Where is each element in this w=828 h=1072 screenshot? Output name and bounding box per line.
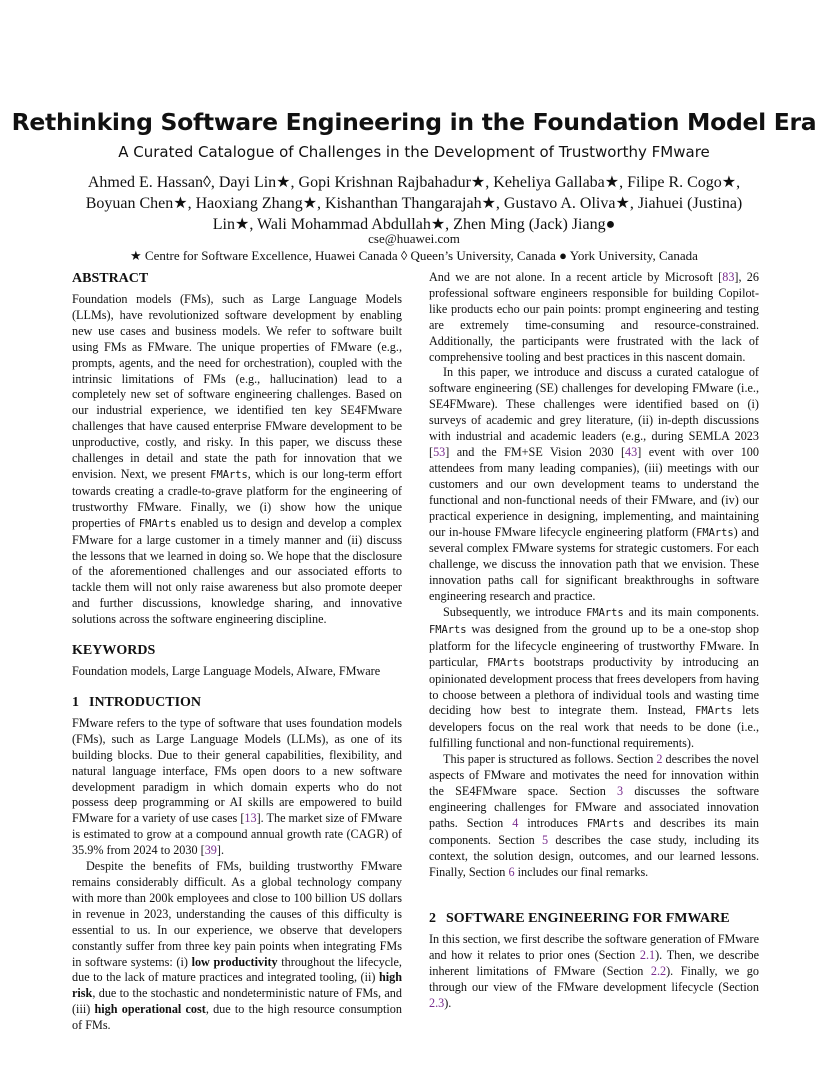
abstract-section <box>72 270 402 628</box>
right-column <box>429 270 759 1012</box>
code-term: FMArts <box>586 607 624 620</box>
paragraph: Subsequently, we introduce FMArts and its main components. FMArts was designed from the ground up to be a one-stop shop platform for the lifecycle engineering of trustworthy FMware. In particular, FMArts bootstraps productivity by introducing an opinionated development process that frees developers from having to choose between a plethora of individual tools and wasting time deciding how best to integrate them. Instead, FMArts lets developers focus on the real work that needs to be done (i.e., fulfilling functional and non-functional requirements). <box>429 605 760 751</box>
code-term: FMArts <box>695 705 733 718</box>
citation-link[interactable]: 13 <box>244 811 257 826</box>
paragraph: And we are not alone. In a recent article by Microsoft [83], 26 professional software engineers responsible for building Copilot-like products echo our pain points: prompt engineering and testing are extremely time-consuming and resource-constrained. Additionally, the participants were frustrated with the lack of comprehensive tooling and best practices in this nascent domain. <box>429 270 759 364</box>
code-term: FMArts <box>487 656 525 669</box>
abstract-heading: ABSTRACT <box>72 271 149 286</box>
section-link[interactable]: 2 <box>656 752 663 767</box>
keywords-section <box>72 642 402 680</box>
code-term: FMArts <box>210 468 248 481</box>
affiliations: ★ Centre for Software Excellence, Huawei Canada ◊ Queen’s University, Canada ● York University, Canada <box>130 248 698 263</box>
section-link[interactable]: 4 <box>512 815 519 830</box>
section-heading: 2 SOFTWARE ENGINEERING FOR FMWARE <box>429 911 730 927</box>
section-link[interactable]: 2.2 <box>650 964 667 979</box>
section-link[interactable]: 6 <box>508 864 515 879</box>
introduction-section <box>72 694 402 1034</box>
section-link[interactable]: 2.1 <box>639 948 656 963</box>
author-list <box>70 172 758 235</box>
section-link[interactable]: 2.3 <box>429 996 445 1011</box>
abstract-text: Foundation models (FMs), such as Large Language Models (LLMs), have revolutionized software development by enabling new use cases and business models. We refer to software built using FMs as FMware. The unique properties of FMware (e.g., prompts, agents, and the need for orchestration), coupled with the intrinsic limitations of FMs (e.g., hallucination) lead to a completely new set of software engineering challenges. Based on our industrial experience, we identified ten key SE4FMware challenges that have caused enterprise FMware development to be unproductive, costly, and risky. In this paper, we discuss these challenges in detail and state the path for innovation that we envision. Next, we present FMArts, which is our long-term effort towards creating a cradle-to-grave platform for the engineering of trustworthy FMware. Finally, we (i) show how the unique properties of FMArts enabled us to design and develop a complex FMware for a large customer in a timely manner and (ii) discuss the lessons that we learned in doing so. We hope that the disclosure of the aforementioned challenges and our associated efforts to tackle them will not only raise awareness but also promote deeper and further discussions, knowledge sharing, and innovative solutions across the software engineering discipline. <box>72 292 402 627</box>
code-term: FMArts <box>586 817 625 830</box>
citation-link[interactable]: 43 <box>625 444 638 459</box>
contact-email: cse@huawei.com <box>368 231 460 246</box>
paper-subtitle: A Curated Catalogue of Challenges in the Development of Trustworthy FMware <box>118 143 710 161</box>
paragraph: In this section, we first describe the software generation of FMware and how it relates to prior ones (Section 2.1). Then, we describe inherent limitations of FMware (Section 2.2). Finally, we go through our view of the FMware development lifecycle (Section 2.3). <box>429 932 759 1011</box>
author-line: Lin★, Wali Mohammad Abdullah★, Zhen Ming (Jack) Jiang● <box>212 216 616 233</box>
code-term: FMArts <box>138 517 177 530</box>
paragraph: FMware refers to the type of software that uses foundation models (FMs), such as Large Language Models (LLMs), as one of its building blocks. Due to their general capabilities, flexibility, and natural language interface, FMs open doors to a new software development paradigm in which domain experts who do not possess deep programming or AI skills are empowered to build FMware for a variety of use cases [13]. The market size of FMware is estimated to grow at a compound annual growth rate (CAGR) of 35.9% from 2024 to 2030 [39]. <box>72 715 402 858</box>
citation-link[interactable]: 83 <box>722 270 735 284</box>
code-term: FMArts <box>696 526 734 539</box>
paragraph: Despite the benefits of FMs, building trustworthy FMware remains considerably difficult. As a global technology company with more than 200k employees and close to 100 billion US dollars in revenue in 2023, understanding the causes of this difficulty is essential to us. In our experience, we observe that developers constantly suffer from three key pain points when integrating FMs in software systems: (i) low productivity throughout the lifecycle, due to the lack of mature practices and integrated tooling, (ii) high risk, due to the stochastic and nondeterministic nature of FMs, and (iii) high operational cost, due to the high resource consumption of FMs. <box>72 859 402 1033</box>
paragraph: This paper is structured as follows. Section 2 describes the novel aspects of FMware and motivates the need for innovation within the SE4FMware space. Section 3 discusses the software engineering challenges for FMware and associated innovation paths. Section 4 introduces FMArts and describes its main components. Section 5 describes the case study, including its context, the solution design, outcomes, and our learned lessons. Finally, Section 6 includes our final remarks. <box>429 752 760 879</box>
section-link[interactable]: 3 <box>617 784 624 798</box>
paragraph: In this paper, we introduce and discuss a curated catalogue of software engineering (SE) challenges for developing FMware (i.e., SE4FMware). These challenges were identified based on (i) surveys of academic and grey literature, (ii) in-depth discussions with industrial and academic leaders (e.g., during SEMLA 2023 [53] and the FM+SE Vision 2030 [43] event with over 100 attendees from many leading companies), (iii) meetings with our customers and our own development teams to understand the functional and non-functional needs of their FMware, and (iv) our practical experience in designing, implementing, and maintaining our in-house FMware lifecycle engineering platform (FMArts) and several complex FMware systems for strategic customers. For each challenge, we discuss the innovation path that we envision. These innovation paths call for significant breakthroughs in software engineering research and practice. <box>429 365 760 604</box>
citation-link[interactable]: 53 <box>433 444 446 459</box>
section-link[interactable]: 5 <box>542 832 549 847</box>
author-line: Ahmed E. Hassan◊, Dayi Lin★, Gopi Krishnan Rajbahadur★, Keheliya Gallaba★, Filipe R. Cogo★, <box>87 174 741 191</box>
keywords-text: Foundation models, Large Language Models, AIware, FMware <box>72 664 381 679</box>
author-line: Boyuan Chen★, Haoxiang Zhang★, Kishanthan Thangarajah★, Gustavo A. Oliva★, Jiahuei (Justina) <box>85 195 743 212</box>
left-column <box>72 270 402 1048</box>
spacer <box>429 880 759 910</box>
keywords-heading: KEYWORDS <box>72 643 156 659</box>
citation-link[interactable]: 39 <box>204 843 217 858</box>
code-term: FMArts <box>429 623 467 636</box>
paper-title: Rethinking Software Engineering in the Foundation Model Era <box>11 108 817 136</box>
section-2 <box>429 910 759 1012</box>
section-heading: 1 INTRODUCTION <box>72 694 202 710</box>
